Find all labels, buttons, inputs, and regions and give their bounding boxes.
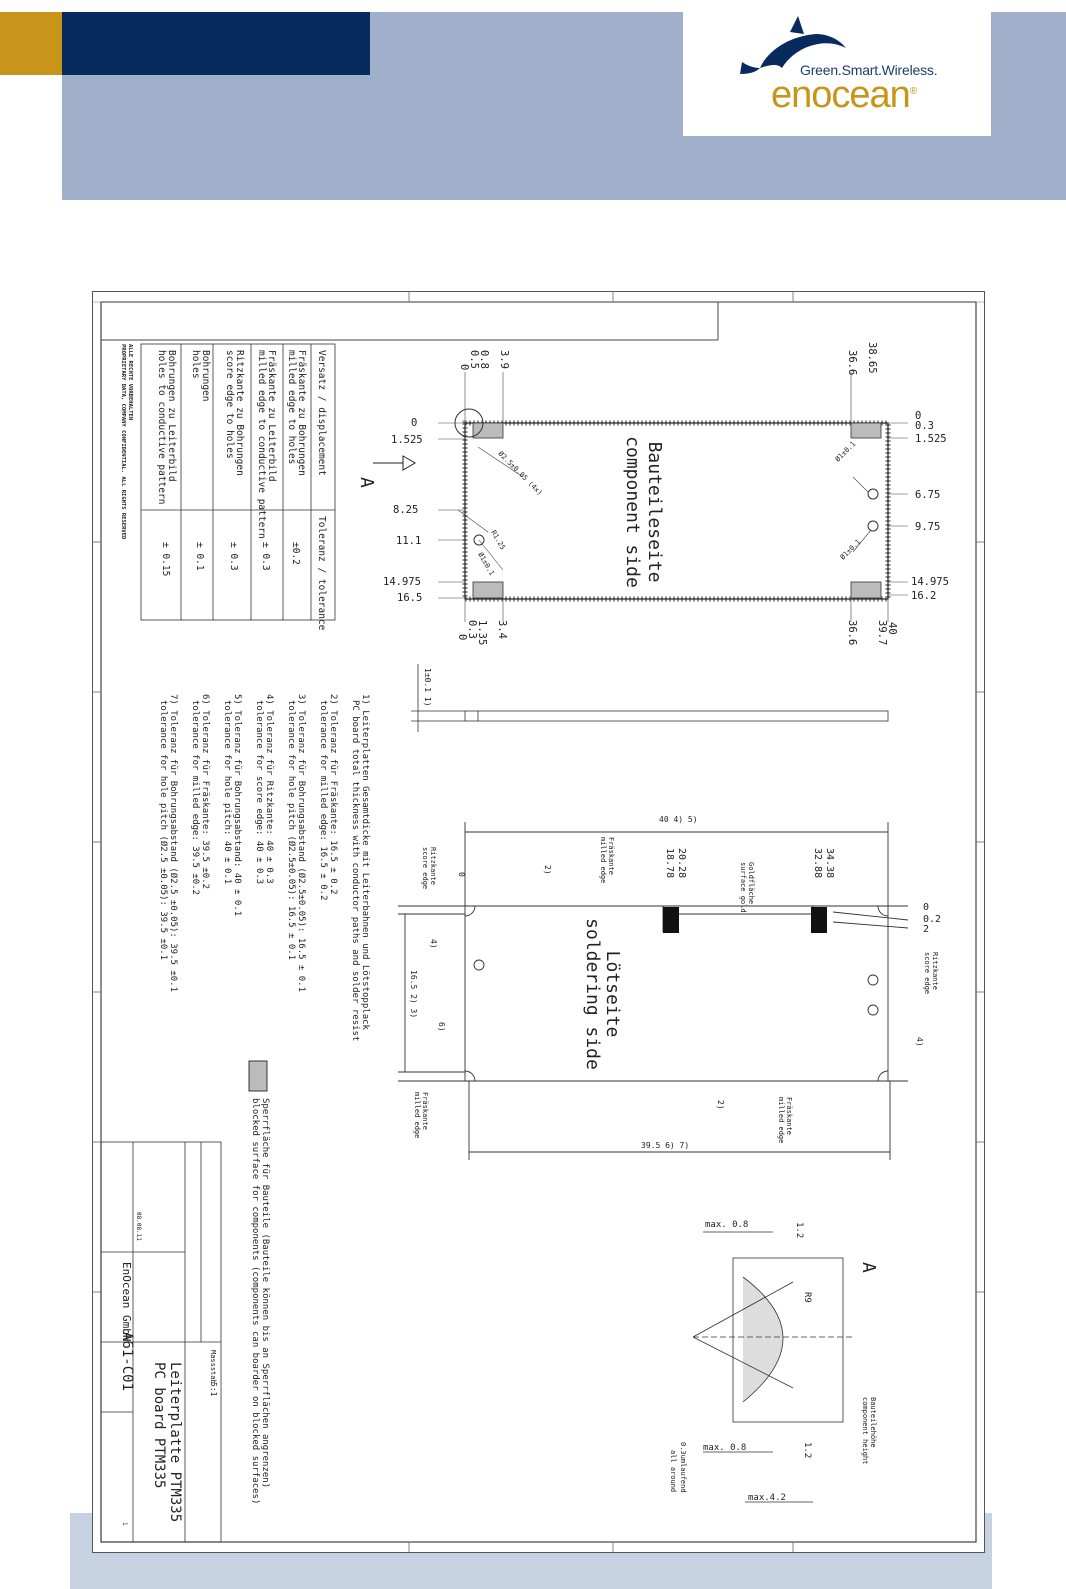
dim-bottom-right-2: 36.6 bbox=[846, 620, 858, 646]
tolerance-table-text bbox=[156, 350, 327, 631]
confidential-de: ALLE RECHTE VORBEHALTEN bbox=[127, 344, 133, 421]
detail-label-2: 0.3umlaufend bbox=[679, 1442, 687, 1493]
dim-right-5: 14.975 bbox=[911, 576, 949, 588]
table-row-0-tol: ±0.2 bbox=[290, 542, 301, 565]
scale-value: 5:1 bbox=[209, 1382, 218, 1397]
table-row-1-en: milled edge to conductive pattern bbox=[256, 350, 267, 539]
drawing-number: A61-C01 bbox=[119, 1332, 135, 1392]
ref-6-left: 6) bbox=[437, 1022, 446, 1032]
drawing-date: 08.08.11 bbox=[135, 1212, 142, 1241]
note-3-en: tolerance for hole pitch (Ø2.5±0.05): 16.5 ± 0.1 bbox=[286, 700, 296, 961]
ref-2-bottom: 2) bbox=[716, 1100, 725, 1110]
title-block-text bbox=[119, 1212, 218, 1526]
blocked-surface-swatch bbox=[249, 1061, 267, 1091]
table-row-3-en: holes bbox=[190, 350, 201, 379]
component-side-title: Bauteileseite bbox=[644, 441, 665, 583]
notes bbox=[158, 694, 370, 1041]
ref-0-left: 0 bbox=[457, 872, 466, 877]
dim-top-3: 0 bbox=[458, 364, 470, 371]
legend-en: blocked surface for components (components can boarder on blocked surfaces) bbox=[250, 1098, 260, 1505]
dim-right-1: 0.3 bbox=[915, 420, 934, 432]
dim-left-5: 16.5 bbox=[397, 592, 423, 604]
soldering-side-subtitle: soldering side bbox=[582, 918, 603, 1070]
table-header-left: Versatz / displacement bbox=[316, 350, 327, 476]
score-edge-de-1: Ritzkante bbox=[931, 952, 939, 990]
header-navy-accent bbox=[62, 12, 370, 75]
hole-labels bbox=[476, 440, 862, 577]
dim-bottom-3: 0 bbox=[456, 634, 468, 641]
title-de: Leiterplatte PTM335 bbox=[167, 1362, 183, 1523]
detail-dim-1: 1.2 bbox=[794, 1222, 804, 1239]
tagline: Green.Smart.Wireless. bbox=[800, 62, 938, 78]
table-row-2-de: Ritzkante zu Bohrungen bbox=[234, 350, 245, 476]
note-4-de: 4) Toleranz für Ritzkante: 40 ± 0.3 bbox=[264, 694, 274, 884]
detail-dim-0: max. 0.8 bbox=[705, 1220, 749, 1230]
component-side-subtitle: component side bbox=[622, 436, 643, 588]
dim-left-3: 11.1 bbox=[396, 535, 422, 547]
detail-label-1: component height bbox=[861, 1397, 869, 1465]
note-6-en: tolerance for milled edge: 39.5 ±0.2 bbox=[190, 700, 200, 896]
dim-right-0: 0 bbox=[915, 410, 922, 422]
ref-4-right: 4) bbox=[915, 1037, 924, 1047]
drawing-sheet bbox=[92, 291, 985, 1553]
table-row-2-tol: ± 0.3 bbox=[228, 542, 239, 571]
dim-width-top: 40 4) 5) bbox=[659, 815, 698, 824]
dim-right-4: 9.75 bbox=[915, 521, 941, 533]
detail-dim-2: R9 bbox=[802, 1292, 812, 1303]
table-row-0-de: Fräskante zu Bohrungen bbox=[296, 350, 307, 476]
note-6-de: 6) Toleranz für Fräskante: 39.5 ±0.2 bbox=[200, 694, 210, 890]
ref-2-top: 2) bbox=[543, 865, 552, 875]
dim-top-2: 0.5 bbox=[468, 350, 480, 369]
table-row-4-en: holes to conductive pattern bbox=[156, 350, 167, 505]
hole-label-0: Ø2.5±0.05 (4x) bbox=[496, 449, 544, 498]
side-view-thickness: 1±0.1 1) bbox=[423, 668, 432, 707]
score-edge-en-1: score edge bbox=[923, 952, 931, 995]
dim-bottom-right-1: 39.7 bbox=[876, 620, 888, 646]
dim-right-2: 1.525 bbox=[915, 433, 947, 445]
milled-edge-en-2: milled edge bbox=[413, 1092, 421, 1139]
dim-top-right-1: 36.6 bbox=[846, 350, 858, 376]
gold-pad-2 bbox=[811, 907, 827, 933]
table-row-3-tol: ± 0.1 bbox=[194, 542, 205, 571]
note-4-en: tolerance for score edge: 40 ± 0.3 bbox=[254, 700, 264, 885]
dim-left-4: 14.975 bbox=[383, 576, 421, 588]
note-1-en: PC board total thickness with conductor paths and solder resist bbox=[350, 700, 360, 1042]
gold-dim-3: 18.78 bbox=[664, 848, 675, 879]
view-a-arrow bbox=[373, 456, 415, 470]
dim-left-2: 8.25 bbox=[393, 504, 419, 516]
gold-dim-0: 34.38 bbox=[824, 848, 835, 879]
note-7-de: 7) Toleranz für Bohrungsabstand (Ø2.5 ±0.05): 39.5 ±0.1 bbox=[168, 694, 178, 993]
side-view bbox=[411, 664, 888, 732]
score-edge-en-2: score edge bbox=[421, 847, 429, 890]
gold-label-de: Goldfläche bbox=[747, 862, 755, 905]
technical-drawing bbox=[93, 292, 984, 1552]
milled-edge-en-1: milled edge bbox=[599, 837, 607, 884]
dim-left-0: 0 bbox=[411, 417, 418, 429]
dim-bottom-2: 0.3 bbox=[466, 620, 478, 639]
milled-edge-en-3: milled edge bbox=[777, 1097, 785, 1144]
gold-dim-2: 20.28 bbox=[676, 848, 687, 879]
note-7-en: tolerance for hole pitch (Ø2.5 ±0.05): 39.5 ±0.1 bbox=[158, 700, 168, 961]
note-1-de: 1) Leiterplatten Gesamtdicke mit Leiterbahnen und Lötstopplack bbox=[360, 694, 370, 1030]
hole-label-1: Ø1±0.1 bbox=[833, 439, 858, 464]
dim-top-0: 3.9 bbox=[498, 350, 510, 369]
solder-right-dim-1: 0.2 bbox=[923, 914, 942, 925]
soldering-side-title: Lötseite bbox=[602, 950, 623, 1038]
gold-pad-1 bbox=[663, 907, 679, 933]
table-row-2-en: score edge to holes bbox=[224, 350, 235, 459]
dim-top-right-0: 38.65 bbox=[866, 342, 878, 374]
header-gold-accent bbox=[0, 12, 62, 75]
dim-top-1: 0.8 bbox=[478, 350, 490, 369]
dim-height: 16.5 2) 3) bbox=[409, 970, 418, 1019]
confidential-en: PROPRIETARY DATA, COMPANY CONFIDENTIAL. ALL RIGHTS RESERVED bbox=[120, 344, 126, 540]
dim-bottom-1: 1.35 bbox=[476, 620, 488, 646]
note-5-en: tolerance for hole pitch: 40 ± 0.1 bbox=[222, 700, 232, 885]
detail-dim-3: max. 0.8 bbox=[703, 1443, 747, 1453]
solder-right-dim-0: 0 bbox=[923, 902, 930, 913]
table-row-3-de: Bohrungen bbox=[200, 350, 211, 402]
milled-edge-de-3: Fräskante bbox=[785, 1097, 793, 1135]
detail-dim-5: max.4.2 bbox=[748, 1493, 786, 1503]
note-2-de: 2) Toleranz für Fräskante: 16.5 ± 0.2 bbox=[328, 694, 338, 895]
ref-4-left: 4) bbox=[429, 939, 438, 949]
note-3-de: 3) Toleranz für Bohrungsabstand (Ø2.5±0.05): 16.5 ± 0.1 bbox=[296, 694, 306, 993]
table-row-4-tol: ± 0.15 bbox=[160, 542, 171, 577]
legend-de: Sperrfläche für Bauteile (Bauteile können bis an Sperrflächen angrenzen) bbox=[260, 1098, 270, 1489]
gold-label-en: surface gold bbox=[739, 862, 747, 913]
brand-name: enocean® bbox=[771, 74, 917, 116]
detail-a-marker: A bbox=[858, 1262, 879, 1273]
table-row-4-de: Bohrungen zu Leiterbild bbox=[166, 350, 177, 482]
note-5-de: 5) Toleranz für Bohrungsabstand: 40 ± 0.1 bbox=[232, 694, 242, 917]
detail-label-3: all around bbox=[669, 1450, 677, 1493]
scale-label: Massstab bbox=[209, 1350, 217, 1384]
score-edge-de-2: Ritzkante bbox=[429, 847, 437, 885]
dim-bottom-right-0: 40 bbox=[886, 622, 898, 635]
hole-label-3: R1.25 bbox=[489, 529, 507, 552]
hole-label-2: Ø1±0.1 bbox=[838, 537, 863, 562]
note-2-en: tolerance for milled edge: 16.5 ± 0.2 bbox=[318, 700, 328, 901]
hole-label-4: Ø1±0.1 bbox=[476, 551, 496, 577]
table-row-1-tol: ± 0.3 bbox=[260, 542, 271, 571]
view-a-marker: A bbox=[356, 477, 377, 488]
detail-a bbox=[693, 1232, 853, 1502]
company-name: EnOcean GmbH bbox=[120, 1262, 133, 1342]
gold-dim-1: 32.88 bbox=[812, 848, 823, 879]
milled-edge-de-2: Fräskante bbox=[421, 1092, 429, 1130]
milled-edge-de-1: Fräskante bbox=[607, 837, 615, 875]
table-row-1-de: Fräskante zu Leiterbild bbox=[266, 350, 277, 482]
table-row-0-en: milled edge to holes bbox=[286, 350, 297, 465]
title-en: PC board PTM335 bbox=[151, 1362, 167, 1489]
dim-width-bottom: 39.5 6) 7) bbox=[641, 1141, 690, 1150]
detail-label-0: Bauteilehöhe bbox=[869, 1397, 877, 1448]
dim-right-6: 16.2 bbox=[911, 590, 937, 602]
sheet-number: 1 bbox=[121, 1522, 128, 1526]
dim-bottom-0: 3.4 bbox=[496, 620, 508, 639]
dim-right-3: 6.75 bbox=[915, 489, 941, 501]
solder-right-dim-2: 2 bbox=[923, 924, 930, 935]
detail-dim-4: 1.2 bbox=[802, 1442, 812, 1459]
dim-left-1: 1.525 bbox=[391, 434, 423, 446]
table-header-right: Toleranz / tolerance bbox=[316, 516, 327, 631]
